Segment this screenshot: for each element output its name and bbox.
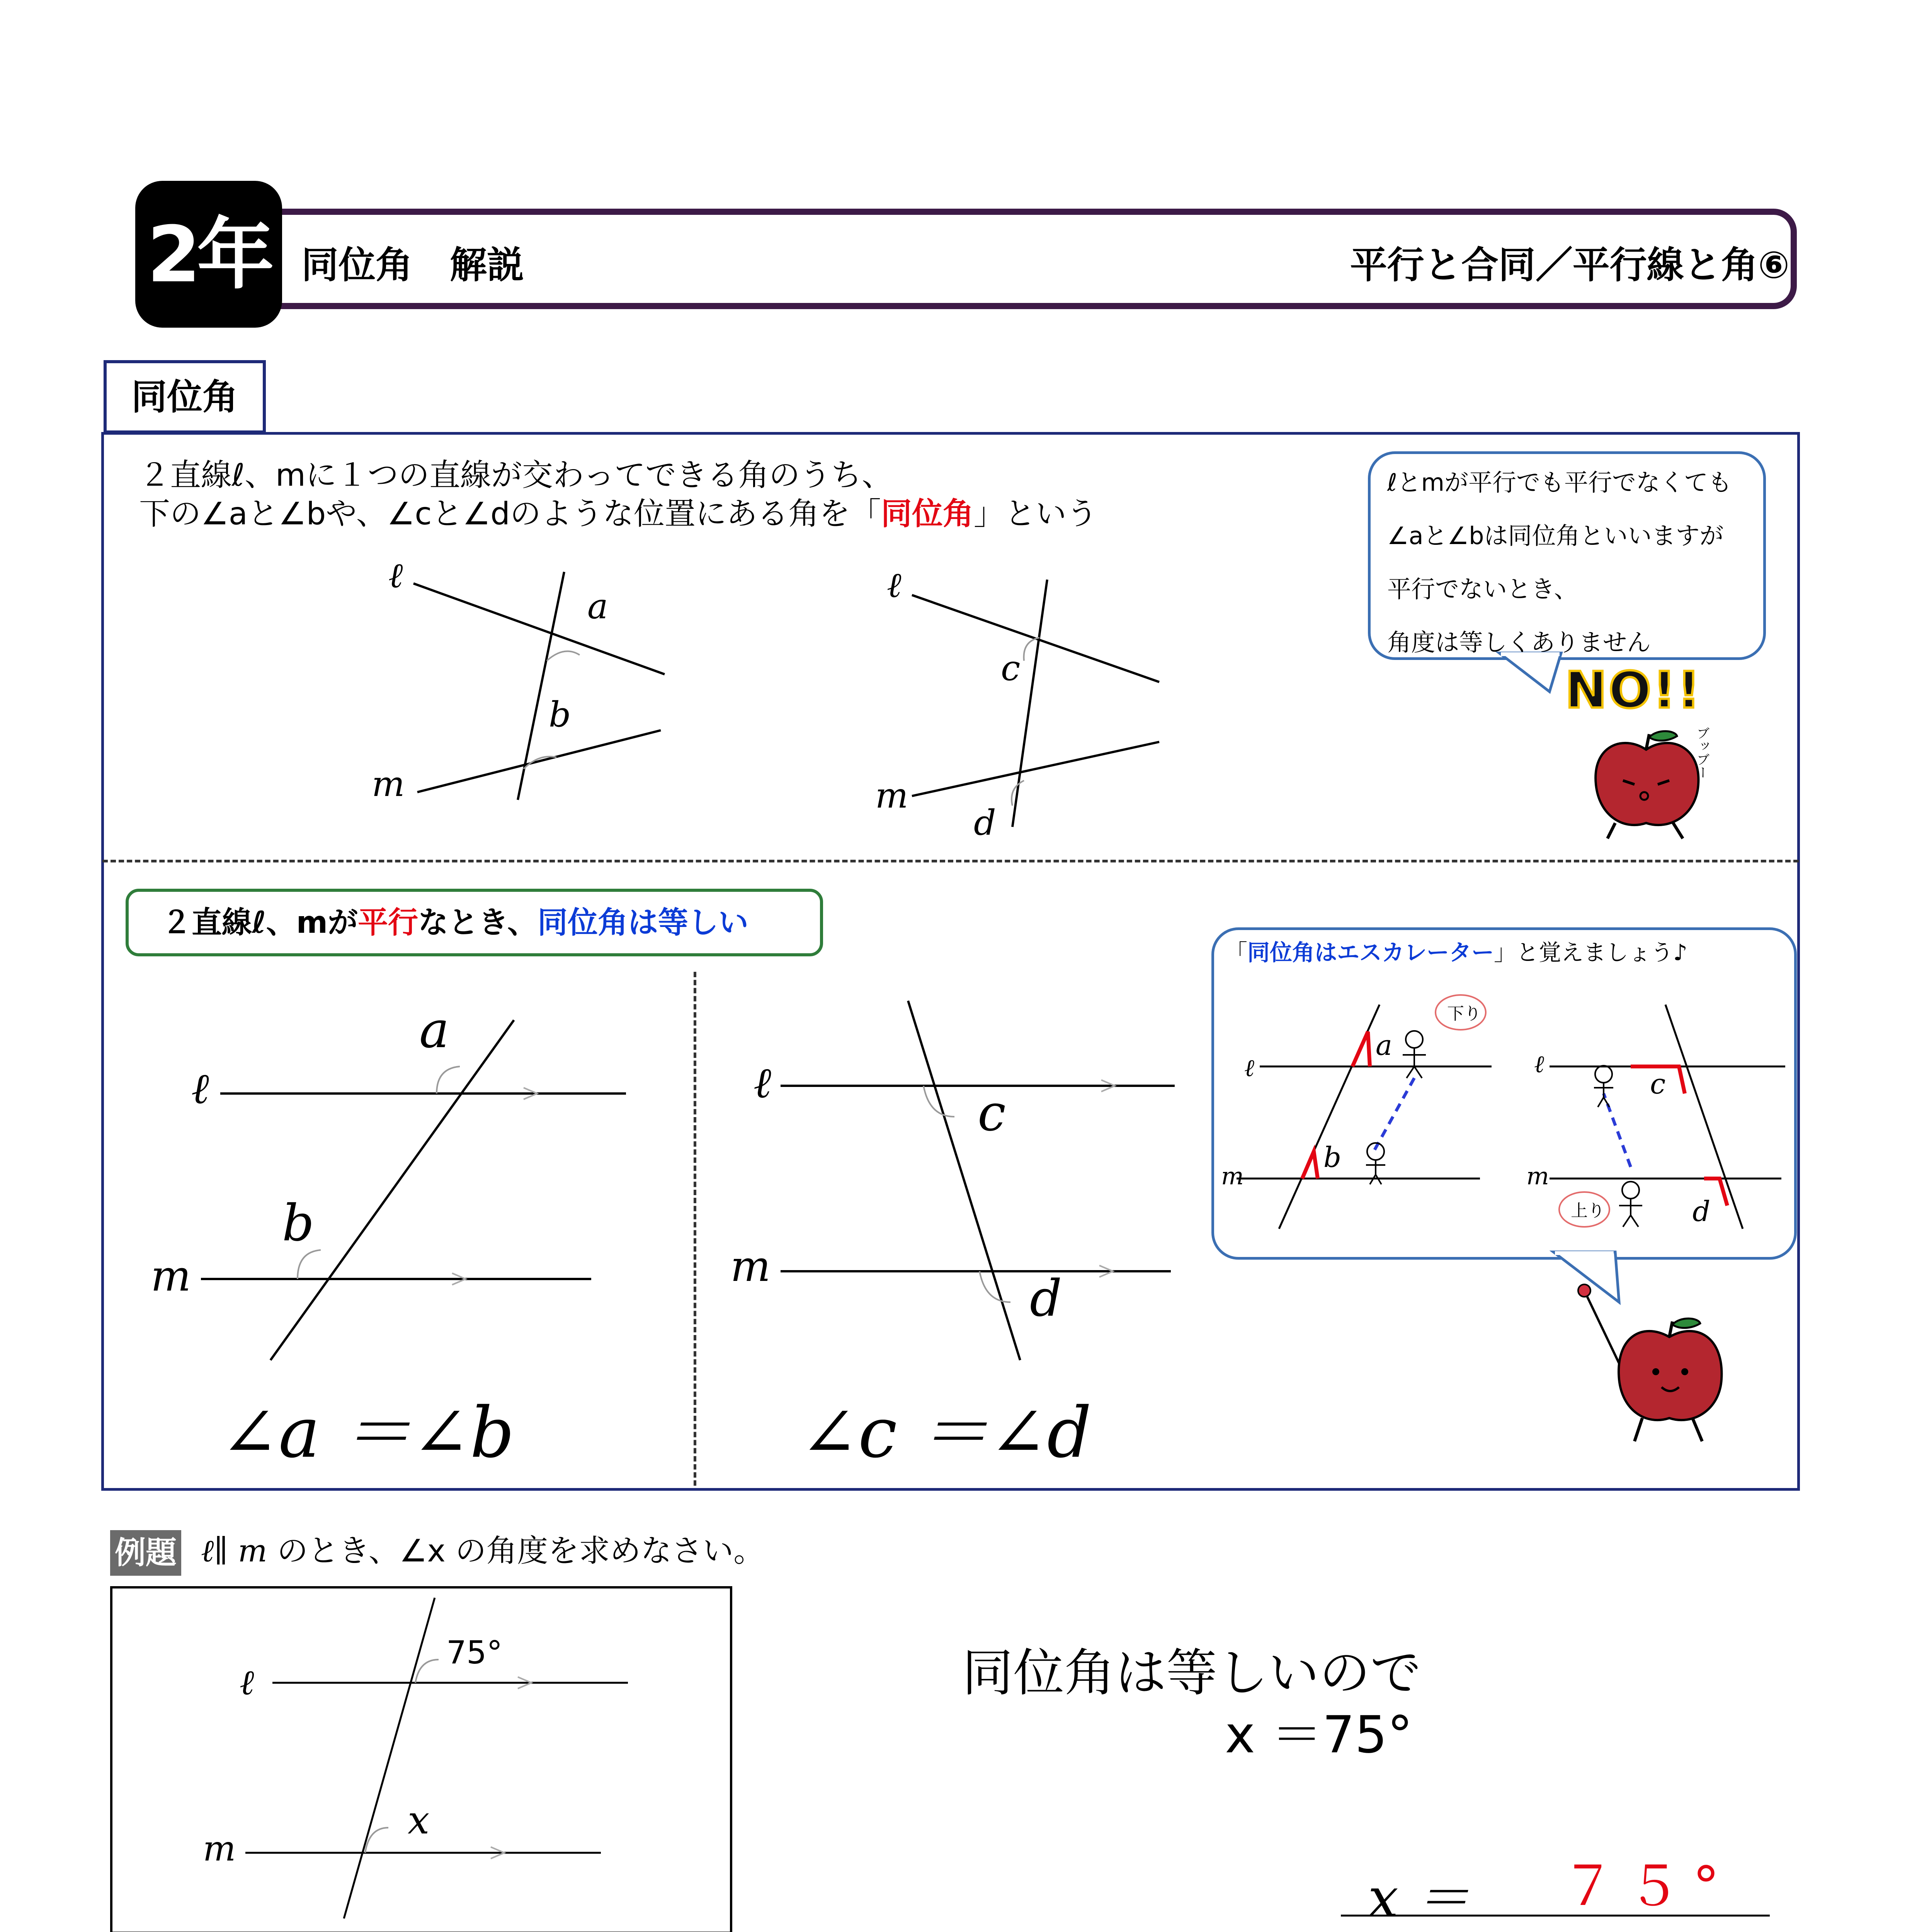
- label-l: ℓ: [887, 565, 902, 605]
- example1-solution-line1: 同位角は等しいので: [962, 1643, 1421, 1703]
- no-exclaim: NO!!: [1565, 661, 1702, 719]
- figure-parallel-c-d: [723, 989, 1225, 1480]
- intro-line-2: 下の∠aと∠bや、∠cと∠dのような位置にある角を「同位角」という: [139, 496, 1097, 532]
- label-c: c: [1001, 648, 1021, 689]
- keyword-doui: 同位角: [881, 496, 974, 532]
- label-m: m: [875, 776, 908, 816]
- grade-label: 2年: [147, 210, 270, 300]
- label-l: ℓ: [1534, 1050, 1544, 1078]
- figure-divider: [694, 972, 696, 1486]
- label-m: m: [203, 1828, 236, 1869]
- label-d: d: [974, 803, 996, 843]
- up-label: 上り: [1571, 1201, 1605, 1221]
- example1-answer-label: x ＝: [1368, 1867, 1470, 1930]
- label-b: b: [1323, 1141, 1342, 1173]
- figure-angles-c-d: [858, 549, 1206, 850]
- example1-answer-underline: [1341, 1915, 1770, 1917]
- label-l: ℓ: [388, 555, 403, 596]
- figure-parallel-a-b: [143, 997, 684, 1480]
- apple-character-icon: [1580, 726, 1712, 850]
- equation-a-b: ∠a ＝∠b: [220, 1393, 515, 1473]
- intro-line-1: ２直線ℓ、mに１つの直線が交わってできる角のうち、: [139, 457, 893, 493]
- label-b: b: [549, 694, 571, 735]
- rule-box: ２直線ℓ、mが平行なとき、同位角は等しい: [126, 889, 823, 956]
- label-l: ℓ: [240, 1662, 254, 1703]
- example1-question: ℓ∥ m のとき、∠x の角度を求めなさい。: [201, 1533, 765, 1569]
- example1-figure: [110, 1586, 732, 1932]
- label-m: m: [1221, 1162, 1244, 1190]
- label-a: a: [419, 1000, 449, 1059]
- label-x: x: [408, 1798, 430, 1843]
- equation-c-d: ∠c ＝∠d: [800, 1393, 1092, 1473]
- note-text: ℓとmが平行でも平行でなくても ∠aと∠bは同位角といいますが 平行でないとき、 角度は等しくありません: [1387, 468, 1732, 656]
- label-a: a: [1376, 1029, 1392, 1061]
- label-l: ℓ: [1244, 1054, 1254, 1082]
- label-b: b: [282, 1194, 315, 1252]
- label-c: c: [978, 1083, 1006, 1142]
- unit-title: 平行と合同／平行線と角⑥: [1350, 243, 1789, 287]
- escalator-figure: [1213, 989, 1793, 1252]
- label-m: m: [151, 1251, 191, 1301]
- panel-divider: [102, 860, 1799, 862]
- label-d: d: [1692, 1195, 1711, 1228]
- escalator-caption: 「同位角はエスカレーター」と覚えましょう♪: [1225, 939, 1688, 966]
- down-label: 下り: [1447, 1004, 1481, 1024]
- example1-solution-line2: x ＝75°: [1225, 1705, 1413, 1765]
- label-m: m: [730, 1242, 771, 1291]
- label-m: m: [1526, 1162, 1549, 1190]
- section-tag: 同位角: [104, 360, 266, 434]
- label-a: a: [587, 586, 608, 627]
- label-c: c: [1650, 1068, 1666, 1100]
- label-m: m: [372, 764, 405, 804]
- label-d: d: [1030, 1269, 1062, 1328]
- figure-angles-a-b: [348, 549, 696, 819]
- small-note: ブッブー: [1694, 726, 1709, 779]
- label-l: ℓ: [754, 1058, 771, 1107]
- example1-answer-value: ７５°: [1561, 1855, 1732, 1918]
- label-l: ℓ: [191, 1064, 209, 1113]
- apple-pointer-icon: [1569, 1279, 1747, 1461]
- page-title: 同位角 解説: [301, 243, 524, 287]
- keyword-parallel: 平行: [358, 905, 418, 940]
- angle-75: 75°: [446, 1634, 503, 1671]
- example-tag: 例題: [110, 1530, 181, 1576]
- keyword-equal: 同位角は等しい: [537, 905, 748, 940]
